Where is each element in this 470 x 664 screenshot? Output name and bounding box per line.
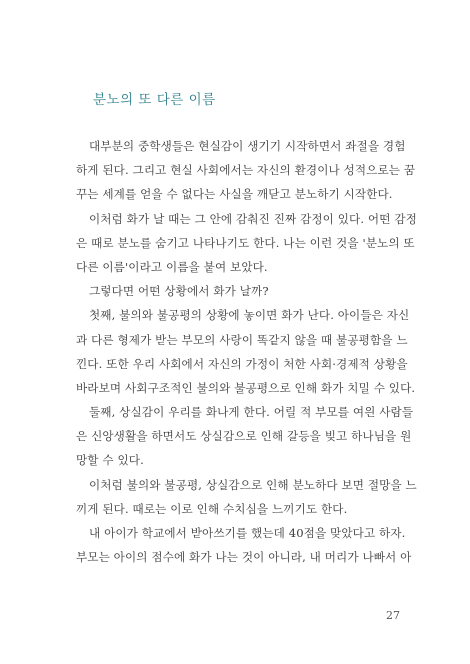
paragraph-line: 바라보며 사회구조적인 불의와 불공평으로 인해 화가 치밀 수 있다.	[76, 380, 416, 395]
paragraph-line: 부모는 아이의 점수에 화가 나는 것이 아니라, 내 머리가 나빠서 아	[76, 550, 412, 565]
paragraph-line: 이처럼 불의와 불공평, 상실감으로 인해 분노하다 보면 절망을 느	[89, 477, 417, 492]
paragraph-line: 이처럼 화가 날 때는 그 안에 감춰진 진짜 감정이 있다. 어떤 감정	[89, 211, 417, 226]
body-text	[76, 134, 417, 569]
paragraph-line: 그렇다면 어떤 상황에서 화가 날까?	[89, 284, 269, 299]
paragraph-line: 낀다. 또한 우리 사회에서 자신의 가정이 처한 사회·경제적 상황을	[76, 356, 408, 371]
section-title: 분노의 또 다른 이름	[93, 92, 216, 108]
paragraph-line: 대부분의 중학생들은 현실감이 생기기 시작하면서 좌절을 경험	[89, 139, 406, 153]
paragraph-line: 내 아이가 학교에서 받아쓰기를 했는데 40점을 맞았다고 하자.	[89, 526, 406, 540]
paragraph-line: 은 신앙생활을 하면서도 상실감으로 인해 갈등을 빚고 하나님을 원	[76, 429, 412, 444]
paragraph-line: 과 다른 형제가 받는 부모의 사랑이 똑같지 않을 때 불공평함을 느	[76, 332, 408, 347]
paragraph-line: 끼게 된다. 때로는 이로 인해 수치심을 느끼기도 한다.	[76, 501, 348, 516]
paragraph-line: 망할 수 있다.	[76, 453, 144, 468]
paragraph-line: 하게 된다. 그리고 현실 사회에서는 자신의 환경이나 성적으로는 꿈	[76, 163, 416, 178]
paragraph-line: 은 때로 분노를 숨기고 나타나기도 한다. 나는 이런 것을 '분노의 또	[76, 235, 415, 250]
paragraph-line: 첫째, 불의와 불공평의 상황에 놓이면 화가 난다. 아이들은 자신	[89, 308, 410, 323]
paragraph-line: 둘째, 상실감이 우리를 화나게 한다. 어릴 적 부모를 여읜 사람들	[89, 405, 414, 420]
page-number: 27	[386, 609, 400, 622]
paragraph-line: 꾸는 세계를 얻을 수 없다는 사실을 깨닫고 분노하기 시작한다.	[76, 187, 393, 202]
paragraph-line: 다른 이름'이라고 이름을 붙여 보았다.	[76, 259, 268, 274]
